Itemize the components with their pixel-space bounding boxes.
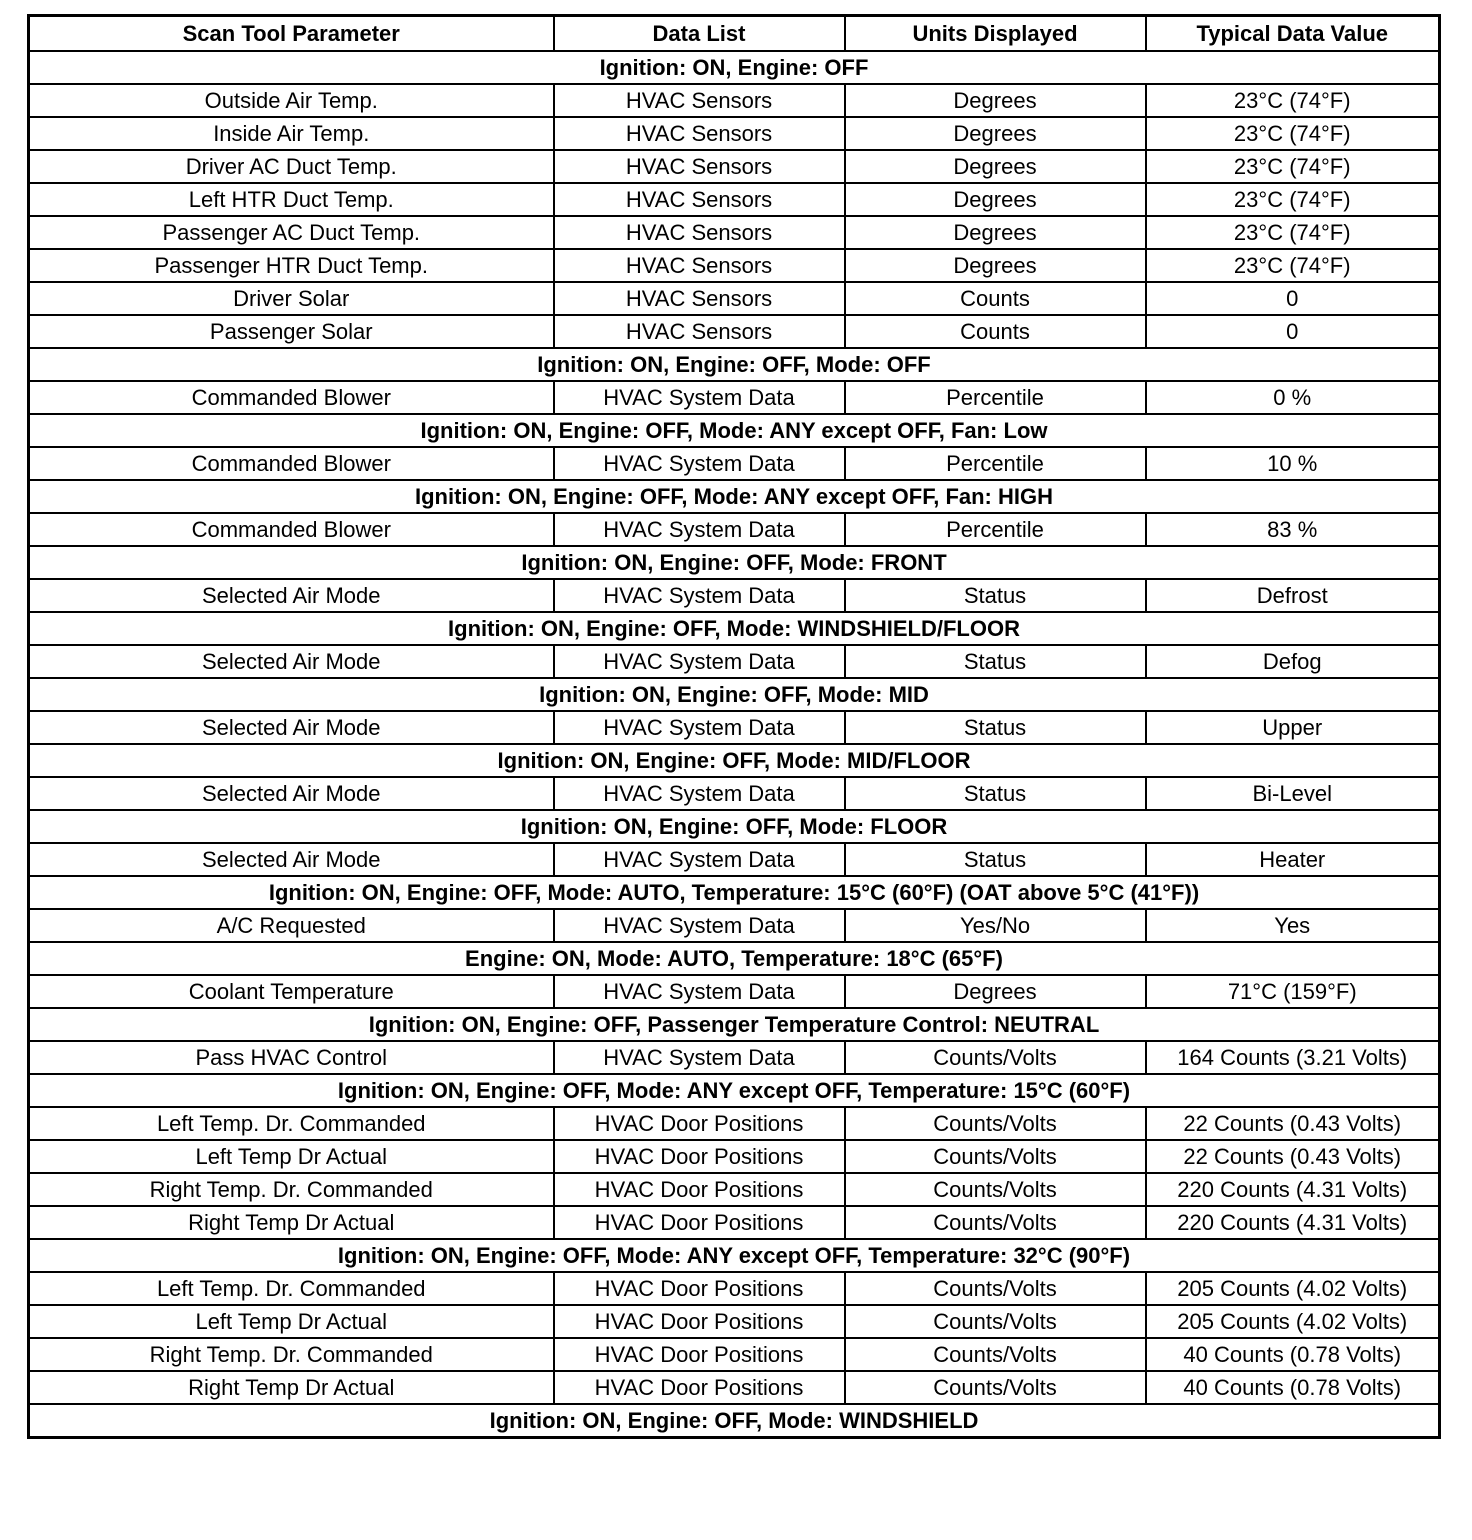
cell-data-list: HVAC System Data <box>554 1041 845 1074</box>
cell-units-displayed: Counts/Volts <box>845 1305 1146 1338</box>
table-row <box>29 579 1440 612</box>
condition-row <box>29 1404 1440 1438</box>
condition-row <box>29 480 1440 513</box>
cell-scan-tool-parameter: Passenger Solar <box>29 315 554 348</box>
cell-units-displayed: Degrees <box>845 183 1146 216</box>
cell-scan-tool-parameter: Selected Air Mode <box>29 843 554 876</box>
table-row <box>29 183 1440 216</box>
condition-heading: Ignition: ON, Engine: OFF, Mode: OFF <box>29 348 1440 381</box>
table-row <box>29 1371 1440 1404</box>
cell-scan-tool-parameter: Right Temp Dr Actual <box>29 1206 554 1239</box>
condition-row <box>29 1239 1440 1272</box>
table-body <box>29 51 1440 1438</box>
cell-units-displayed: Status <box>845 843 1146 876</box>
cell-data-list: HVAC System Data <box>554 513 845 546</box>
cell-typical-data-value: 22 Counts (0.43 Volts) <box>1146 1140 1440 1173</box>
condition-row <box>29 744 1440 777</box>
cell-data-list: HVAC Door Positions <box>554 1173 845 1206</box>
table-row <box>29 777 1440 810</box>
cell-scan-tool-parameter: Selected Air Mode <box>29 645 554 678</box>
table-row <box>29 843 1440 876</box>
cell-units-displayed: Degrees <box>845 150 1146 183</box>
condition-row <box>29 546 1440 579</box>
table-row <box>29 150 1440 183</box>
cell-data-list: HVAC Sensors <box>554 183 845 216</box>
cell-scan-tool-parameter: Inside Air Temp. <box>29 117 554 150</box>
condition-row <box>29 876 1440 909</box>
cell-scan-tool-parameter: Pass HVAC Control <box>29 1041 554 1074</box>
table-row <box>29 84 1440 117</box>
condition-heading: Ignition: ON, Engine: OFF, Mode: ANY except OFF, Fan: HIGH <box>29 480 1440 513</box>
header-typical-data-value: Typical Data Value <box>1146 16 1440 52</box>
table-row <box>29 117 1440 150</box>
condition-row <box>29 414 1440 447</box>
header-row <box>29 16 1440 52</box>
table-row <box>29 909 1440 942</box>
cell-data-list: HVAC Sensors <box>554 315 845 348</box>
table-row <box>29 1305 1440 1338</box>
cell-scan-tool-parameter: Right Temp Dr Actual <box>29 1371 554 1404</box>
condition-heading: Ignition: ON, Engine: OFF, Mode: ANY except OFF, Temperature: 32°C (90°F) <box>29 1239 1440 1272</box>
condition-heading: Ignition: ON, Engine: OFF, Mode: AUTO, Temperature: 15°C (60°F) (OAT above 5°C (41°F)) <box>29 876 1440 909</box>
cell-scan-tool-parameter: Right Temp. Dr. Commanded <box>29 1173 554 1206</box>
condition-heading: Engine: ON, Mode: AUTO, Temperature: 18°C (65°F) <box>29 942 1440 975</box>
cell-units-displayed: Percentile <box>845 513 1146 546</box>
cell-scan-tool-parameter: Commanded Blower <box>29 447 554 480</box>
cell-scan-tool-parameter: Passenger HTR Duct Temp. <box>29 249 554 282</box>
table-row <box>29 1173 1440 1206</box>
cell-data-list: HVAC Door Positions <box>554 1305 845 1338</box>
cell-scan-tool-parameter: Selected Air Mode <box>29 777 554 810</box>
cell-typical-data-value: 40 Counts (0.78 Volts) <box>1146 1371 1440 1404</box>
table-row <box>29 711 1440 744</box>
table-row <box>29 315 1440 348</box>
cell-data-list: HVAC System Data <box>554 843 845 876</box>
cell-units-displayed: Status <box>845 711 1146 744</box>
cell-data-list: HVAC Sensors <box>554 249 845 282</box>
cell-data-list: HVAC System Data <box>554 381 845 414</box>
cell-units-displayed: Counts <box>845 282 1146 315</box>
cell-units-displayed: Degrees <box>845 975 1146 1008</box>
cell-units-displayed: Percentile <box>845 447 1146 480</box>
condition-heading: Ignition: ON, Engine: OFF, Mode: ANY except OFF, Fan: Low <box>29 414 1440 447</box>
condition-row <box>29 348 1440 381</box>
cell-typical-data-value: 23°C (74°F) <box>1146 84 1440 117</box>
cell-typical-data-value: Heater <box>1146 843 1440 876</box>
condition-heading: Ignition: ON, Engine: OFF, Mode: MID <box>29 678 1440 711</box>
cell-data-list: HVAC Door Positions <box>554 1206 845 1239</box>
cell-units-displayed: Counts/Volts <box>845 1107 1146 1140</box>
cell-units-displayed: Counts/Volts <box>845 1338 1146 1371</box>
cell-units-displayed: Counts/Volts <box>845 1272 1146 1305</box>
header-units-displayed: Units Displayed <box>845 16 1146 52</box>
condition-row <box>29 612 1440 645</box>
table-row <box>29 381 1440 414</box>
cell-typical-data-value: 23°C (74°F) <box>1146 117 1440 150</box>
cell-data-list: HVAC Door Positions <box>554 1107 845 1140</box>
cell-data-list: HVAC System Data <box>554 975 845 1008</box>
condition-row <box>29 51 1440 84</box>
condition-heading: Ignition: ON, Engine: OFF, Mode: ANY except OFF, Temperature: 15°C (60°F) <box>29 1074 1440 1107</box>
cell-typical-data-value: 164 Counts (3.21 Volts) <box>1146 1041 1440 1074</box>
cell-units-displayed: Counts <box>845 315 1146 348</box>
cell-scan-tool-parameter: Selected Air Mode <box>29 711 554 744</box>
header-data-list: Data List <box>554 16 845 52</box>
cell-typical-data-value: 22 Counts (0.43 Volts) <box>1146 1107 1440 1140</box>
cell-scan-tool-parameter: Right Temp. Dr. Commanded <box>29 1338 554 1371</box>
cell-units-displayed: Degrees <box>845 249 1146 282</box>
condition-row <box>29 1008 1440 1041</box>
cell-scan-tool-parameter: Left Temp Dr Actual <box>29 1140 554 1173</box>
cell-scan-tool-parameter: Left Temp. Dr. Commanded <box>29 1272 554 1305</box>
cell-units-displayed: Counts/Volts <box>845 1041 1146 1074</box>
cell-scan-tool-parameter: Left HTR Duct Temp. <box>29 183 554 216</box>
cell-typical-data-value: Defrost <box>1146 579 1440 612</box>
table-row <box>29 1272 1440 1305</box>
cell-scan-tool-parameter: Coolant Temperature <box>29 975 554 1008</box>
cell-units-displayed: Counts/Volts <box>845 1206 1146 1239</box>
cell-typical-data-value: 23°C (74°F) <box>1146 216 1440 249</box>
condition-row <box>29 810 1440 843</box>
cell-data-list: HVAC Sensors <box>554 216 845 249</box>
condition-heading: Ignition: ON, Engine: OFF, Mode: FRONT <box>29 546 1440 579</box>
table-row <box>29 1338 1440 1371</box>
cell-scan-tool-parameter: Passenger AC Duct Temp. <box>29 216 554 249</box>
condition-heading: Ignition: ON, Engine: OFF, Mode: WINDSHIELD/FLOOR <box>29 612 1440 645</box>
condition-row <box>29 1074 1440 1107</box>
table-row <box>29 447 1440 480</box>
cell-data-list: HVAC System Data <box>554 711 845 744</box>
cell-scan-tool-parameter: Driver AC Duct Temp. <box>29 150 554 183</box>
cell-data-list: HVAC Sensors <box>554 117 845 150</box>
cell-data-list: HVAC Sensors <box>554 84 845 117</box>
cell-typical-data-value: Yes <box>1146 909 1440 942</box>
table-row <box>29 645 1440 678</box>
cell-typical-data-value: 23°C (74°F) <box>1146 150 1440 183</box>
cell-scan-tool-parameter: Left Temp Dr Actual <box>29 1305 554 1338</box>
cell-data-list: HVAC System Data <box>554 777 845 810</box>
cell-data-list: HVAC Sensors <box>554 150 845 183</box>
condition-heading: Ignition: ON, Engine: OFF, Mode: WINDSHIELD <box>29 1404 1440 1438</box>
table-row <box>29 975 1440 1008</box>
condition-heading: Ignition: ON, Engine: OFF, Passenger Temperature Control: NEUTRAL <box>29 1008 1440 1041</box>
cell-data-list: HVAC System Data <box>554 447 845 480</box>
cell-typical-data-value: 0 <box>1146 315 1440 348</box>
scan-tool-data-table <box>27 14 1441 1439</box>
cell-units-displayed: Counts/Volts <box>845 1140 1146 1173</box>
cell-data-list: HVAC Door Positions <box>554 1371 845 1404</box>
cell-scan-tool-parameter: Selected Air Mode <box>29 579 554 612</box>
cell-typical-data-value: Bi-Level <box>1146 777 1440 810</box>
cell-scan-tool-parameter: Commanded Blower <box>29 513 554 546</box>
cell-data-list: HVAC Door Positions <box>554 1272 845 1305</box>
cell-units-displayed: Percentile <box>845 381 1146 414</box>
cell-units-displayed: Status <box>845 645 1146 678</box>
cell-typical-data-value: 205 Counts (4.02 Volts) <box>1146 1305 1440 1338</box>
cell-typical-data-value: 10 % <box>1146 447 1440 480</box>
table-row <box>29 282 1440 315</box>
cell-units-displayed: Counts/Volts <box>845 1173 1146 1206</box>
cell-data-list: HVAC Door Positions <box>554 1140 845 1173</box>
cell-typical-data-value: 71°C (159°F) <box>1146 975 1440 1008</box>
cell-units-displayed: Counts/Volts <box>845 1371 1146 1404</box>
table-row <box>29 249 1440 282</box>
cell-typical-data-value: 220 Counts (4.31 Volts) <box>1146 1173 1440 1206</box>
cell-units-displayed: Status <box>845 579 1146 612</box>
cell-typical-data-value: Upper <box>1146 711 1440 744</box>
cell-units-displayed: Degrees <box>845 117 1146 150</box>
condition-heading: Ignition: ON, Engine: OFF <box>29 51 1440 84</box>
cell-typical-data-value: 23°C (74°F) <box>1146 249 1440 282</box>
cell-data-list: HVAC System Data <box>554 909 845 942</box>
cell-typical-data-value: 220 Counts (4.31 Volts) <box>1146 1206 1440 1239</box>
cell-typical-data-value: 0 % <box>1146 381 1440 414</box>
cell-units-displayed: Status <box>845 777 1146 810</box>
cell-data-list: HVAC System Data <box>554 579 845 612</box>
cell-typical-data-value: 83 % <box>1146 513 1440 546</box>
cell-scan-tool-parameter: Driver Solar <box>29 282 554 315</box>
table-row <box>29 216 1440 249</box>
table-row <box>29 513 1440 546</box>
condition-heading: Ignition: ON, Engine: OFF, Mode: FLOOR <box>29 810 1440 843</box>
condition-heading: Ignition: ON, Engine: OFF, Mode: MID/FLOOR <box>29 744 1440 777</box>
cell-scan-tool-parameter: Left Temp. Dr. Commanded <box>29 1107 554 1140</box>
table-header <box>29 16 1440 52</box>
condition-row <box>29 678 1440 711</box>
header-scan-tool-parameter: Scan Tool Parameter <box>29 16 554 52</box>
cell-typical-data-value: 205 Counts (4.02 Volts) <box>1146 1272 1440 1305</box>
cell-data-list: HVAC Sensors <box>554 282 845 315</box>
cell-data-list: HVAC Door Positions <box>554 1338 845 1371</box>
cell-typical-data-value: Defog <box>1146 645 1440 678</box>
cell-typical-data-value: 0 <box>1146 282 1440 315</box>
cell-data-list: HVAC System Data <box>554 645 845 678</box>
cell-typical-data-value: 23°C (74°F) <box>1146 183 1440 216</box>
cell-units-displayed: Degrees <box>845 216 1146 249</box>
cell-scan-tool-parameter: Commanded Blower <box>29 381 554 414</box>
condition-row <box>29 942 1440 975</box>
cell-scan-tool-parameter: Outside Air Temp. <box>29 84 554 117</box>
cell-scan-tool-parameter: A/C Requested <box>29 909 554 942</box>
cell-typical-data-value: 40 Counts (0.78 Volts) <box>1146 1338 1440 1371</box>
cell-units-displayed: Degrees <box>845 84 1146 117</box>
table-row <box>29 1140 1440 1173</box>
cell-units-displayed: Yes/No <box>845 909 1146 942</box>
table-row <box>29 1206 1440 1239</box>
table-row <box>29 1041 1440 1074</box>
table-row <box>29 1107 1440 1140</box>
